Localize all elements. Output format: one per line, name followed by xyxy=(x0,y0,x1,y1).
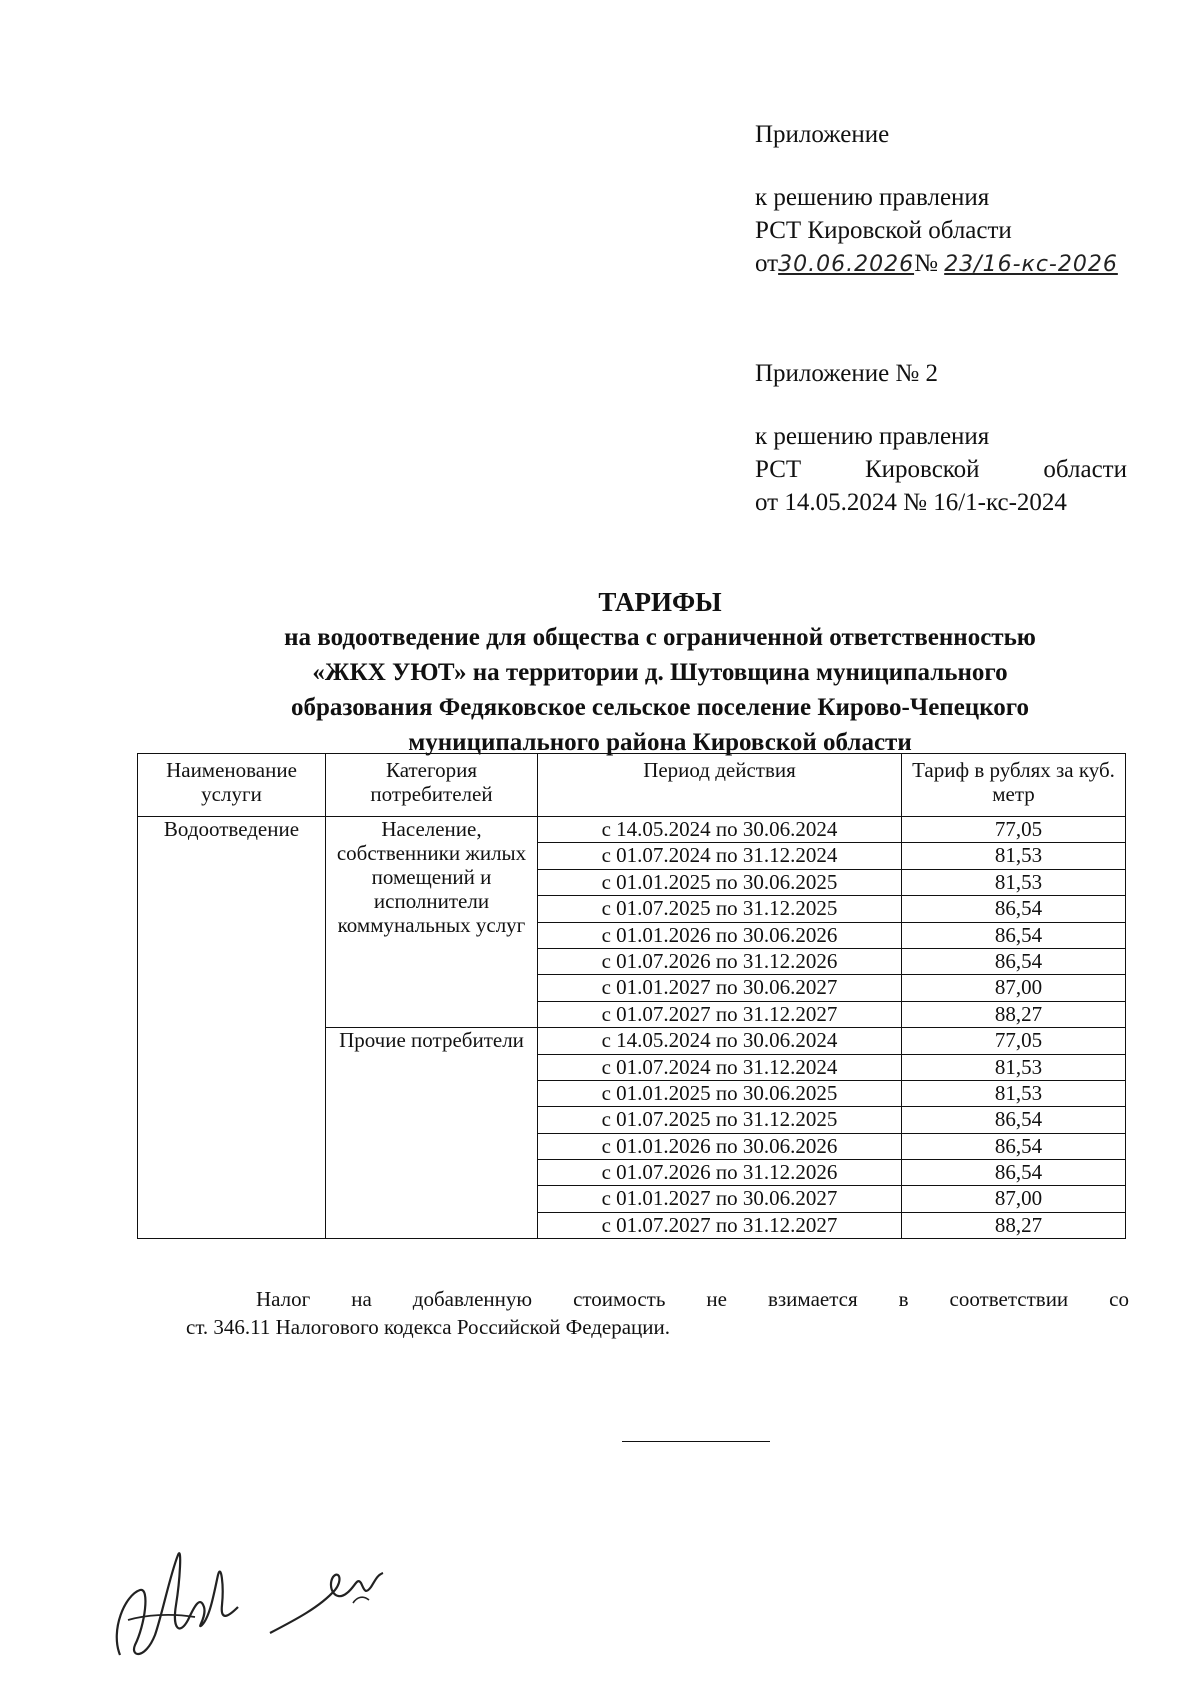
header-tariff: Тариф в рублях за куб. метр xyxy=(902,754,1126,817)
end-separator xyxy=(622,1441,770,1442)
vat-note-line-1 xyxy=(186,1285,1129,1313)
appendix-header xyxy=(755,118,1118,281)
note-word: на xyxy=(351,1287,372,1311)
title-line: на водоотведение для общества с ограниченной ответственностью xyxy=(284,624,1036,651)
note-word: соответствии xyxy=(949,1287,1069,1311)
period-cell: с 01.07.2024 по 31.12.2024 xyxy=(538,1054,902,1080)
service-cell: Водоотведение xyxy=(138,817,326,1239)
header-period: Период действия xyxy=(538,754,902,817)
signature-1 xyxy=(100,1535,250,1670)
period-cell: с 14.05.2024 по 30.06.2024 xyxy=(538,817,902,843)
tariff-cell: 81,53 xyxy=(902,869,1126,895)
period-cell: с 01.01.2027 по 30.06.2027 xyxy=(538,1186,902,1212)
tariff-table xyxy=(137,753,1126,1239)
period-cell: с 01.07.2024 по 31.12.2024 xyxy=(538,843,902,869)
note-word: взимается xyxy=(767,1287,858,1311)
table-header-row xyxy=(138,754,1126,817)
decision-line-2: к решению правления xyxy=(755,423,990,450)
period-cell: с 01.07.2026 по 31.12.2026 xyxy=(538,948,902,974)
date-number-line xyxy=(755,247,1118,281)
vat-note xyxy=(186,1285,1129,1341)
tariff-cell: 88,27 xyxy=(902,1001,1126,1027)
period-cell: с 14.05.2024 по 30.06.2024 xyxy=(538,1028,902,1054)
tariff-cell: 77,05 xyxy=(902,817,1126,843)
tariff-cell: 86,54 xyxy=(902,1107,1126,1133)
note-word: в xyxy=(898,1287,909,1311)
signature-2 xyxy=(265,1545,395,1640)
period-cell: с 01.01.2027 по 30.06.2027 xyxy=(538,975,902,1001)
period-cell: с 01.01.2025 по 30.06.2025 xyxy=(538,869,902,895)
period-cell: с 01.01.2026 по 30.06.2026 xyxy=(538,1133,902,1159)
note-word: не xyxy=(706,1287,727,1311)
handwritten-date: 30.06.2026 xyxy=(778,252,915,277)
note-word: добавленную xyxy=(412,1287,533,1311)
number-prefix: № xyxy=(914,250,938,277)
handwritten-number: 23/16-кс-2026 xyxy=(944,252,1118,277)
period-cell: с 01.07.2026 по 31.12.2026 xyxy=(538,1160,902,1186)
header-category: Категория потребителей xyxy=(326,754,538,817)
authority-line: РСТ Кировской области xyxy=(755,217,1012,244)
title-main: ТАРИФЫ xyxy=(598,587,722,617)
tariff-cell: 87,00 xyxy=(902,1186,1126,1212)
header-service: Наименование услуги xyxy=(138,754,326,817)
appendix-2-header xyxy=(755,357,1127,519)
table-row xyxy=(138,817,1126,843)
vat-note-line-2: ст. 346.11 Налогового кодекса Российской Федерации. xyxy=(186,1315,671,1339)
category-cell: Население, собственники жилых помещений и исполнители коммунальных услуг xyxy=(326,817,538,1028)
document-title xyxy=(150,585,1170,760)
tariff-cell: 86,54 xyxy=(902,948,1126,974)
title-line: «ЖКХ УЮТ» на территории д. Шутовщина муниципального xyxy=(312,659,1008,686)
note-word: стоимость xyxy=(573,1287,666,1311)
tariff-cell: 81,53 xyxy=(902,1080,1126,1106)
period-cell: с 01.01.2026 по 30.06.2026 xyxy=(538,922,902,948)
note-word: Налог xyxy=(256,1287,311,1311)
authority-word: области xyxy=(1043,456,1127,483)
tariff-cell: 86,54 xyxy=(902,1133,1126,1159)
title-line: муниципального района Кировской области xyxy=(408,729,912,756)
period-cell: с 01.07.2025 по 31.12.2025 xyxy=(538,1107,902,1133)
decision-line: к решению правления xyxy=(755,184,990,211)
tariff-cell: 86,54 xyxy=(902,922,1126,948)
period-cell: с 01.07.2027 по 31.12.2027 xyxy=(538,1001,902,1027)
authority-word: Кировской xyxy=(865,456,980,483)
title-line: образования Федяковское сельское поселение Кирово-Чепецкого xyxy=(290,694,1029,721)
tariff-cell: 86,54 xyxy=(902,1160,1126,1186)
tariff-cell: 86,54 xyxy=(902,896,1126,922)
appendix-2-title: Приложение № 2 xyxy=(755,360,939,387)
period-cell: с 01.07.2027 по 31.12.2027 xyxy=(538,1212,902,1238)
date-prefix: от xyxy=(755,250,779,277)
note-word: со xyxy=(1109,1287,1129,1311)
authority-line-2 xyxy=(755,453,1127,486)
appendix-title: Приложение xyxy=(755,121,890,148)
tariff-cell: 77,05 xyxy=(902,1028,1126,1054)
period-cell: с 01.01.2025 по 30.06.2025 xyxy=(538,1080,902,1106)
authority-word: РСТ xyxy=(755,456,802,483)
date-number-line-2: от 14.05.2024 № 16/1-кс-2024 xyxy=(755,489,1067,516)
tariff-cell: 81,53 xyxy=(902,843,1126,869)
category-cell: Прочие потребители xyxy=(326,1028,538,1239)
tariff-cell: 87,00 xyxy=(902,975,1126,1001)
table-body xyxy=(138,817,1126,1239)
tariff-cell: 88,27 xyxy=(902,1212,1126,1238)
period-cell: с 01.07.2025 по 31.12.2025 xyxy=(538,896,902,922)
tariff-cell: 81,53 xyxy=(902,1054,1126,1080)
